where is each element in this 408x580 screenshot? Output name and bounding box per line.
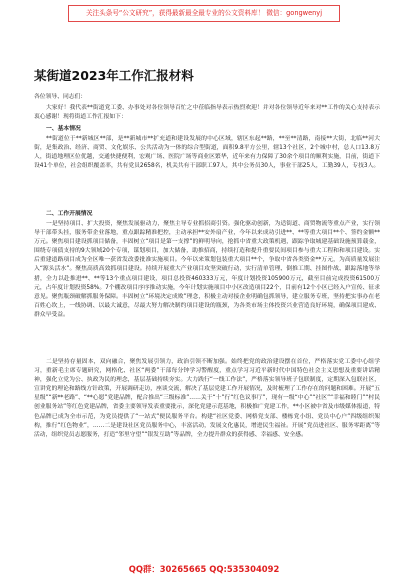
section-2-paragraph-2: 二是坚持存量固本，双向融合，聚焦发展引领力，政治引领不断加强。始终把党的政治建设摆在首位，严格落实党工委中心组学习，重新毛主席专题研究，网格化、社区“两委”干部每分钟学习警醒度，重点学习习近平新时代中国特色社会主义思想及重要讲话精神，强化立党为公、执政为民的理念，基层基础持续夯实。大力践行“一线工作法”，严格落实领导班子包联制度，定期深入包联社区，宣讲党的理论和路线方针政策，开展调研走访，座谈交流，解决了基层党建工作开展情况，及时梳理了工作存在的问题和困难。开展“五星级”“新**老路”、“**心愿”党建品牌，配合推出“三级标准”……关于“十”行“红色议事厅”，现有一级“中心”“社区”“幸福和睦门”“村民创业服务站”等红色党建品牌，省委主要领导发表重要批示，深化党建示范基地，积极推广党建工作，**小区被中省及市级媒体报道，特色品牌已成为全市示范，为党员提供了“一站式”便民服务平台。构建“社区党委、网格党支部、楼栋党小组、党员中心户”四级组织架构，推行“红色物业”，……二是建设社区党员服务中心，丰富活动，发展文化惠民，增进民生福祉。开展“党员进社区、服务零距离”等活动，组织党员志愿服务，打造“邻里守望”“银发互助”等品牌，全力提升群众的获得感、幸福感、安全感。 <box>34 359 380 438</box>
section-1-heading: 一、基本情况 <box>46 126 81 132</box>
promo-banner: 关注头条号“公文研究”，获得最新最全最专业的公文资料库！ 微信：gongwenyj <box>68 5 340 22</box>
contact-footer: QQ群：30265665 QQ:535304092 <box>128 564 280 574</box>
section-2-heading: 二、工作开展情况 <box>46 211 93 217</box>
greeting-line: 各位领导、同志们： <box>34 94 87 100</box>
document-title: 某街道2023年工作汇报材料 <box>34 68 194 83</box>
section-1-paragraph: **街道位于**新城区**部，是**新城市**扩充道和建设发展的中心区域，辖区东起**路，**至**清路，南接**大街，北临**河大街，是集政治、经济、商贸、文化娱乐、公共活动为一体的综合型街道，面积9.8平方公里，辖13个社区，2个城中村，总人口13.8万人，街道地理区位优越，交通快捷便利，宏观广场、医院广场等商业区繁华，近年来有力保障了30余个项目的顺利实施，目前，街道下设41个单位，社会组织覆盖率，共有党员2658名，机关共有干部职工97人，其中公务员30人，事业干部25人，工勤39人，专技3人。 <box>34 136 380 170</box>
intro-paragraph: 大家好！我代表**街道党工委、办事处对各位领导百忙之中莅临指导表示热烈欢迎！并对各位领导近年来对**工作的关心支持表示衷心感谢！现将街道工作汇报如下： <box>34 105 380 121</box>
section-2-paragraph: 一是坚持项目、扩大投资，聚焦发展驱动力，聚焦主导专业抓招商引资。强化驱动创新，为适街道、商贸物流等重点产业，实行领导干部带头挂，服务带企业落地，重点跟踪精准把控，主动承担**安外扇产业，今年以来成功引进**、**等重大项目**个、签约金额**万元。聚焦项目建设抓项目储备，丰固树立“项目是第一支撑”的鲜明导向，抢抓中省重大政策机遇，跟踪争取城建基础设施预算载金，围绕专项债支持的9大领域20个专项，谋划项目，加大储备，助推招商，持续打造和提升重要民间项目参与重大工程和和项目建设。实后重建道路项目成为全区唯一获省发改委批准实施项目。今年以来策划包装重大项目**个，争取中省各类资金**万元，为高质量发展注入“源头活水”。聚焦高质高效抓项目建设。持续开展重大产业项目攻坚突破行动，实行清单管理、倒推工期、挂图作战、跟踪落地等举措，全力以赴推进**、**等13个重点项目建设，项目总投资460333万元，年度计划投资105900万元，截至目前完成投资61500万元，占年度计划投资58%。7个棚改项目序序推动实施，今年计划实施项目中小区改造项目22个，目前有12个小区已经入户宣传、征求意见。聚焦瓶颈破解抓服务保障。丰固树立“环境决定成败”理念，积极主动对接企业明确包抓领导，建立服务专班，坚持把实事办在老百姓心坎上，一线协调、以最大诚意，尽最大努力解决制约项目建设的瓶颈，为各类市场主体投资兴业营造良好环境，确保项目建成、群众早受益。 <box>34 221 380 318</box>
